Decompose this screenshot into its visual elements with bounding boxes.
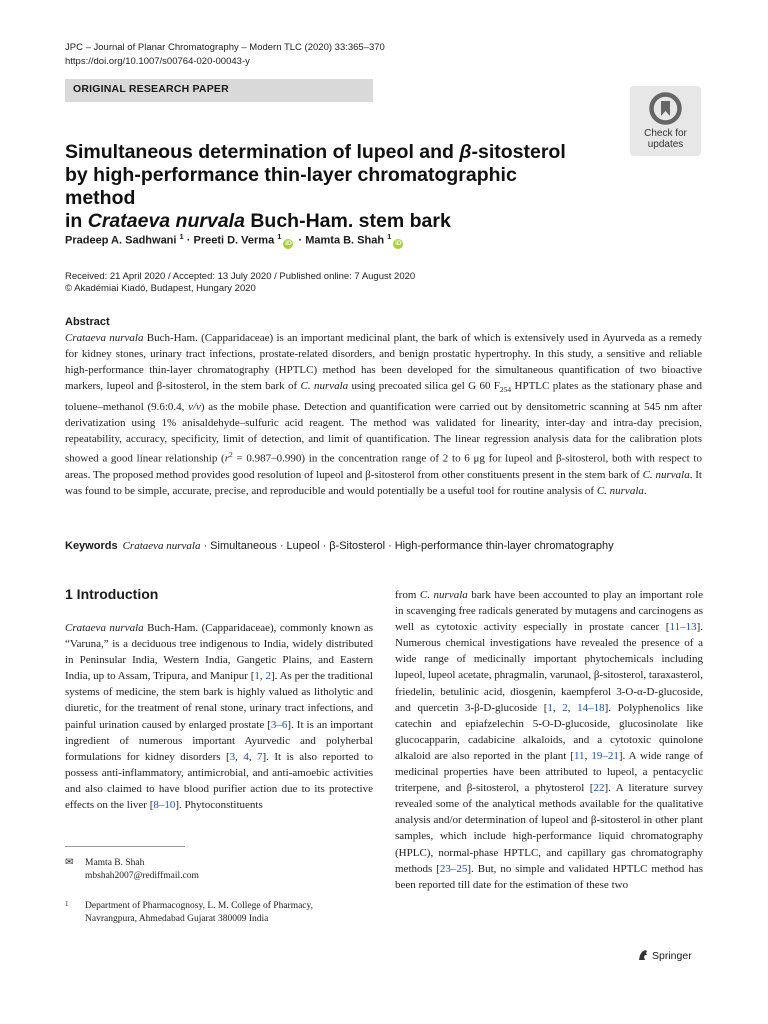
title-line-2: by high-performance thin-layer chromatographic method [65, 164, 517, 209]
corresponding-author-name: Mamta B. Shah [85, 858, 145, 868]
citation-link[interactable]: 1 [254, 670, 260, 683]
journal-line: JPC – Journal of Planar Chromatography – Modern TLC (2020) 33:365–370 [65, 42, 385, 53]
article-type-bar [65, 79, 373, 102]
author-name[interactable]: Mamta B. Shah [305, 234, 385, 247]
author-name[interactable]: Preeti D. Verma [193, 234, 275, 247]
springer-horse-icon [637, 949, 649, 961]
author-affiliation: 1 [179, 232, 184, 241]
citation-link[interactable]: 11–13 [669, 621, 697, 634]
citation-link[interactable]: 14–18 [577, 701, 605, 714]
check-badge-line2: updates [647, 139, 684, 150]
paper-title [65, 141, 585, 233]
publisher-name: Springer [652, 950, 692, 962]
publication-dates [65, 271, 415, 295]
citation-link[interactable]: 3–6 [270, 718, 288, 731]
keyword-separator: · [388, 540, 392, 552]
keyword-separator: · [322, 540, 327, 552]
orcid-icon[interactable]: iD [285, 239, 292, 247]
citation-link[interactable]: 11 [573, 749, 585, 762]
keyword-separator: · [279, 540, 284, 552]
section-heading-introduction: 1 Introduction [65, 586, 159, 602]
author-affiliation: 1 [387, 232, 392, 241]
publisher-logo [637, 949, 692, 962]
history-dates: Received: 21 April 2020 / Accepted: 13 July 2020 / Published online: 7 August 2020 [65, 271, 416, 282]
article-type: ORIGINAL RESEARCH PAPER [73, 83, 229, 95]
copyright: © Akadémiai Kiadó, Budapest, Hungary 2020 [65, 283, 256, 294]
mail-icon: ✉ [65, 857, 74, 868]
author-separator: · [183, 234, 194, 247]
citation-link[interactable]: 3 [229, 750, 236, 763]
doi-link[interactable]: https://doi.org/10.1007/s00764-020-00043-y [65, 56, 250, 67]
intro-left-column: Crataeva nurvala Buch-Ham. (Capparidaceae), commonly known as “Varuna,” is a deciduous tree indigenous to India, widely distributed in Peninsular India, Western India, Gangetic Plains, and Eastern India, up to Assam, Tripura, and Manipur [1, 2]. As per the traditional systems of medicine, the stem bark is highly valued as litholytic and diuretic, for the treatment of renal stone, urinary tract infections, and painful urination caused by enlarged prostate [3–6]. It is an important ingredient of numerous important Ayurvedic and polyherbal formulations for kidney disorders [3, 4, 7]. It is also reported to possess anti-inflammatory, antimicrobial, and anti-amoebic activities and also claimed to have blood purifier action due to its protective effects on the liver [8–10]. Phytoconstituents [65, 622, 373, 812]
check-badge-line1: Check for [644, 128, 687, 139]
abstract-heading: Abstract [65, 316, 110, 328]
citation-link[interactable]: 22 [593, 782, 605, 795]
affiliation-line-2: Navrangpura, Ahmedabad Gujarat 380009 India [85, 914, 269, 924]
abstract-body: Crataeva nurvala Buch-Ham. (Capparidaceae) is an important medicinal plant, the bark of which is extensively used in Ayurveda as a remedy for kidney stones, urinary tract infections, prostate-related disorders, and benign prostatic hypertrophy. In this study, a sensitive and reliable high-performance thin-layer chromatography (HPTLC) method has been developed for the simultaneous quantification of two bioactive markers, lupeol and β-sitosterol, in the stem bark of C. nurvala using precoated silica gel G 60 $F_{254}$ HPTLC plates as the stationary phase and toluene–methanol (9.6:0.4, v/v) as the mobile phase. Detection and quantification were carried out by densitometric scanning at 545 nm after derivatization using 1% anisaldehyde–sulfuric acid reagent. The method was validated for linearity, inter-day and intra-day precision, repeatability, accuracy, specificity, limit of detection, and limit of quantification. The linear regression analysis data for the calibration plots showed a good linear relationship $(r^2 = 0.987-0.990)$ in the concentration range of 2 to 6 μg for lupeol and β-sitosterol, both with respect to areas. The proposed method provides good resolution of lupeol and β-sitosterol from other constituents present in the stem bark of C. nurvala. It was found to be simple, accurate, precise, and reproducible and would potentially be a useful tool for routine analysis of C. nurvala. [65, 332, 702, 497]
affiliation-line-1: Department of Pharmacognosy, L. M. College of Pharmacy, [85, 901, 314, 911]
citation-link[interactable]: 7 [257, 750, 263, 763]
author-name[interactable]: Pradeep A. Sadhwani [65, 234, 177, 247]
author-affiliation: 1 [277, 232, 282, 241]
keyword[interactable]: β-Sitosterol [329, 540, 386, 552]
citation-link[interactable]: 2 [562, 701, 568, 714]
bookmark-icon [649, 92, 682, 125]
author-separator: · [295, 234, 306, 247]
keyword[interactable]: Crataeva nurvala [122, 540, 201, 552]
title-line-3: in Crataeva nurvala Buch-Ham. stem bark [65, 210, 451, 232]
check-for-updates-badge[interactable] [630, 86, 701, 156]
keywords [65, 540, 614, 552]
citation-link[interactable]: 19–21 [591, 749, 619, 762]
citation-link[interactable]: 8–10 [153, 799, 176, 812]
check-badge-text [630, 128, 701, 150]
citation-link[interactable]: 4 [243, 750, 249, 763]
title-line-1: Simultaneous determination of lupeol and β-sitosterol [65, 141, 566, 163]
keyword[interactable]: Simultaneous [210, 540, 277, 552]
keyword[interactable]: Lupeol [286, 540, 320, 552]
author-list [65, 232, 405, 249]
affiliation-number: 1 [65, 900, 69, 908]
citation-link[interactable]: 1 [547, 701, 553, 714]
intro-right-column: from C. nurvala bark have been accounted to play an important role in scavenging free radicals generated by mutagens and carcinogens as well as cytotoxic activity especially in prostate cancer [11–13]. Numerous chemical investigations have revealed the presence of a wide range of medicinally important phytochemicals including lupeol, lupeol acetate, phragmalin, varunaol, β-sitosterol, taraxasterol, friedelin, betulinic acid, diosgenin, kaempferol 3-O-α-D-glucoside, and quercetin 3-β-D-glucoside [1, 2, 14–18]. Polyphenolics like catechin and epiafzelechin 5-O-D-glucoside, glucosinolate like glucocapparin, cadabicine alkaloids, and a cytotoxic quinolone alkaloid are also reported in the plant [11, 19–21]. A wide range of medicinal properties have been attributed to lupeol, a pentacyclic triterpene, and β-sitosterol, a phytosterol [22]. A literature survey revealed some of the analytical methods available for the qualitative analysis and/or determination of lupeol and β-sitosterol in other plant samples, which include high-performance liquid chromatography (HPLC), normal-phase HPTLC, and capillary gas chromatography methods [23–25]. But, no simple and validated HPTLC method has been reported till date for the estimation of these two [395, 589, 704, 891]
keyword[interactable]: High-performance thin-layer chromatography [394, 540, 614, 552]
citation-link[interactable]: 23–25 [439, 862, 468, 875]
journal-citation [65, 41, 385, 69]
corresponding-author-email[interactable]: mbshah2007@rediffmail.com [85, 871, 199, 881]
keyword-separator: · [203, 540, 208, 552]
footnote-divider [65, 846, 185, 847]
citation-link[interactable]: 2 [265, 670, 271, 683]
orcid-icon[interactable]: iD [395, 239, 402, 247]
keywords-label: Keywords [65, 540, 118, 552]
